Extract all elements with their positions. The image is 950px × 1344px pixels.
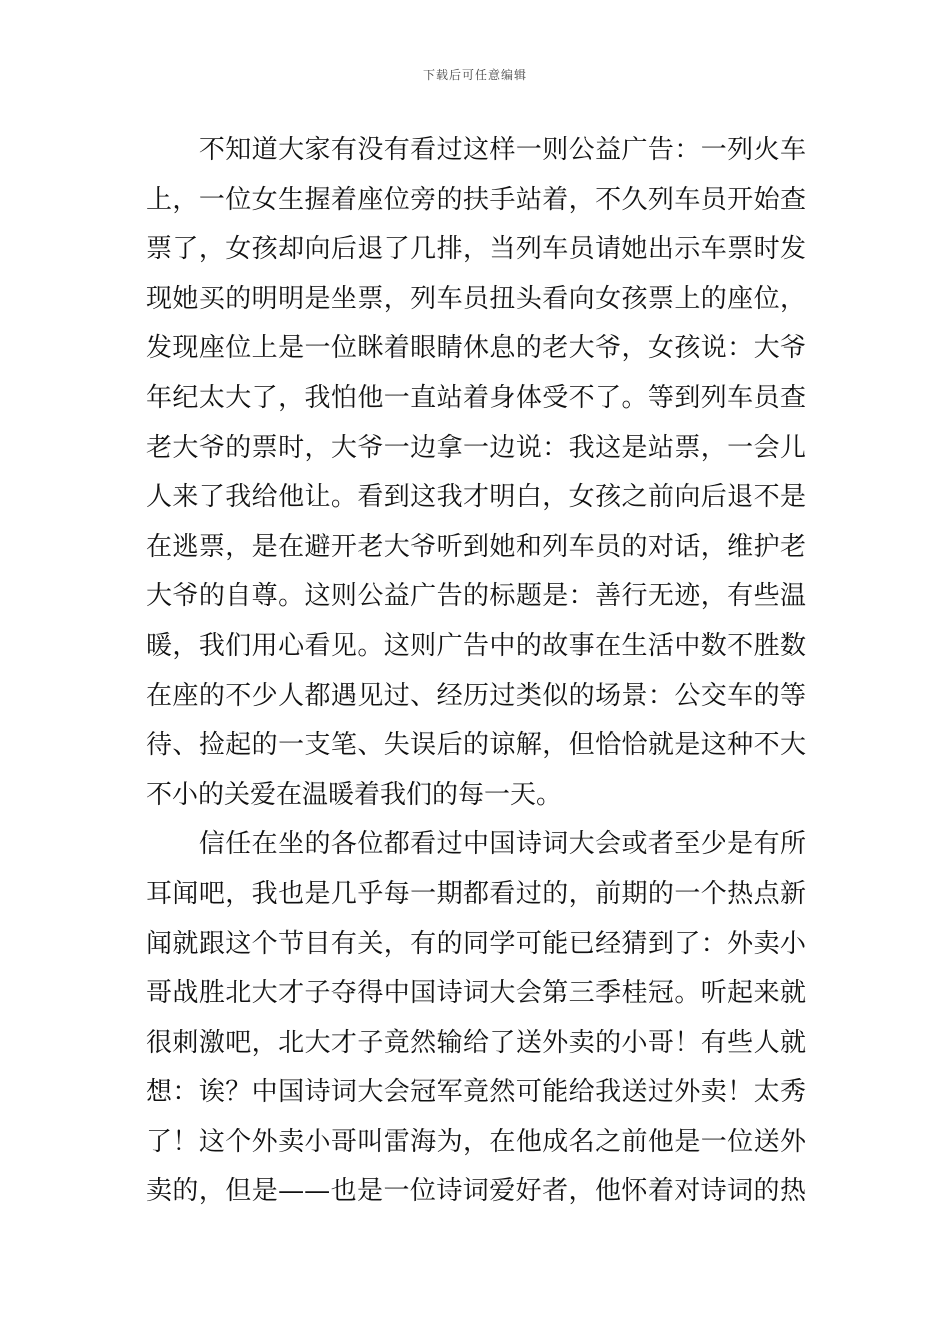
text-line: 耳闻吧，我也是几乎每一期都看过的，前期的一个热点新 <box>146 878 806 909</box>
body-text <box>146 126 806 1217</box>
text-line: 大爷的自尊。这则公益广告的标题是：善行无迹，有些温 <box>146 581 806 612</box>
text-line: 在逃票，是在避开老大爷听到她和列车员的对话，维护老 <box>146 531 806 562</box>
text-line: 票了，女孩却向后退了几排，当列车员请她出示车票时发 <box>146 234 806 265</box>
header-note: 下载后可任意编辑 <box>422 68 527 82</box>
text-line: 暖，我们用心看见。这则广告中的故事在生活中数不胜数 <box>146 630 806 661</box>
text-line: 不知道大家有没有看过这样一则公益广告：一列火车 <box>146 135 806 165</box>
text-line: 年纪太大了，我怕他一直站着身体受不了。等到列车员查 <box>146 382 806 413</box>
text-line: 现她买的明明是坐票，列车员扭头看向女孩票上的座位， <box>146 283 806 314</box>
text-line: 待、捡起的一支笔、失误后的谅解，但恰恰就是这种不大 <box>146 730 806 761</box>
text-line: 想：诶？中国诗词大会冠军竟然可能给我送过外卖！太秀 <box>146 1077 806 1108</box>
text-line: 信任在坐的各位都看过中国诗词大会或者至少是有所 <box>146 829 806 860</box>
text-line: 在座的不少人都遇见过、经历过类似的场景：公交车的等 <box>146 680 806 711</box>
text-line: 老大爷的票时，大爷一边拿一边说：我这是站票，一会儿 <box>146 432 806 463</box>
text-line: 哥战胜北大才子夺得中国诗词大会第三季桂冠。听起来就 <box>146 978 806 1009</box>
text-line: 上，一位女生握着座位旁的扶手站着，不久列车员开始查 <box>146 184 806 215</box>
text-line: 发现座位上是一位眯着眼睛休息的老大爷，女孩说：大爷 <box>146 333 806 364</box>
text-line: 不小的关爱在温暖着我们的每一天。 <box>146 779 563 810</box>
text-line: 了！这个外卖小哥叫雷海为，在他成名之前他是一位送外 <box>146 1126 806 1157</box>
text-line: 闻就跟这个节目有关，有的同学可能已经猜到了：外卖小 <box>146 928 806 959</box>
text-line: 卖的，但是——也是一位诗词爱好者，他怀着对诗词的热 <box>146 1176 806 1207</box>
text-line: 很刺激吧，北大才子竟然输给了送外卖的小哥！有些人就 <box>146 1027 806 1058</box>
text-line: 人来了我给他让。看到这我才明白，女孩之前向后退不是 <box>146 482 806 513</box>
